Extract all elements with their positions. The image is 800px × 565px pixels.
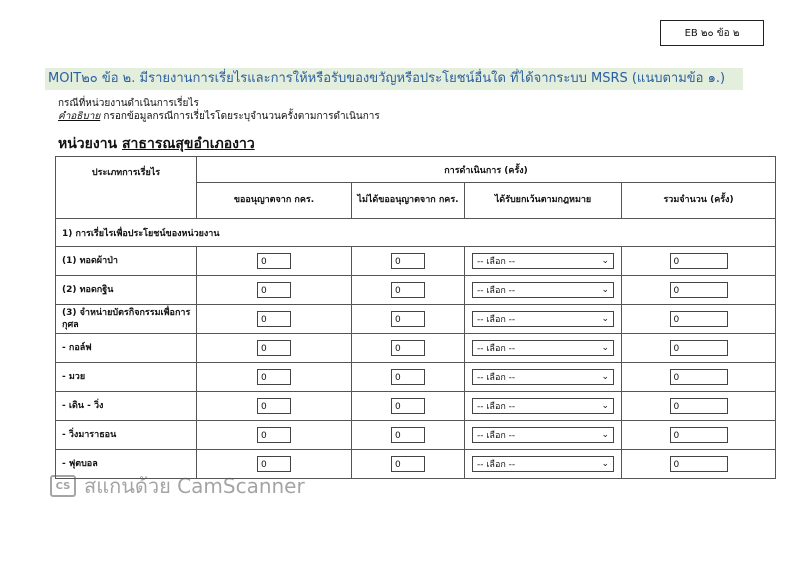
row-label: (3) จำหน่ายบัตรกิจกรรมเพื่อการกุศล	[56, 305, 197, 334]
header-no-permit: ไม่ได้ขออนุญาตจาก กคร.	[352, 183, 465, 219]
table-row	[56, 305, 776, 334]
chevron-down-icon: ⌄	[601, 430, 609, 440]
total-count-input[interactable]: 0	[670, 427, 728, 443]
exempt-select[interactable]	[472, 427, 614, 443]
agency-line	[58, 133, 255, 155]
agency-label: หน่วยงาน	[58, 136, 123, 152]
row-label: (2) ทอดกฐิน	[56, 276, 197, 305]
exempt-select[interactable]	[472, 456, 614, 472]
no-permit-count-input[interactable]: 0	[391, 340, 425, 356]
exempt-select-value: -- เลือก --	[477, 402, 516, 412]
permit-count-input[interactable]: 0	[257, 369, 291, 385]
chevron-down-icon: ⌄	[601, 343, 609, 353]
explanation-label: คำอธิบาย	[58, 111, 101, 122]
document-code: EB ๒๐ ข้อ ๒	[660, 20, 764, 46]
no-permit-count-input[interactable]: 0	[391, 456, 425, 472]
header-permit: ขออนุญาตจาก กคร.	[197, 183, 352, 219]
chevron-down-icon: ⌄	[601, 314, 609, 324]
table-row	[56, 247, 776, 276]
header-exempt: ได้รับยกเว้นตามกฎหมาย	[465, 183, 622, 219]
exempt-select[interactable]	[472, 282, 614, 298]
table-row	[56, 392, 776, 421]
no-permit-count-input[interactable]: 0	[391, 398, 425, 414]
no-permit-count-input[interactable]: 0	[391, 282, 425, 298]
row-label: - เดิน - วิ่ง	[56, 392, 197, 421]
exempt-select-value: -- เลือก --	[477, 373, 516, 383]
explanation	[58, 109, 380, 124]
table-row	[56, 421, 776, 450]
explanation-text: กรอกข้อมูลกรณีการเรี่ยไรโดยระบุจำนวนครั้งตามการดำเนินการ	[100, 111, 380, 122]
chevron-down-icon: ⌄	[601, 285, 609, 295]
section-heading: 1) การเรี่ยไรเพื่อประโยชน์ของหน่วยงาน	[56, 219, 776, 247]
total-count-input[interactable]: 0	[670, 340, 728, 356]
no-permit-count-input[interactable]: 0	[391, 427, 425, 443]
permit-count-input[interactable]: 0	[257, 282, 291, 298]
total-count-input[interactable]: 0	[670, 398, 728, 414]
no-permit-count-input[interactable]: 0	[391, 311, 425, 327]
exempt-select[interactable]	[472, 311, 614, 327]
total-count-input[interactable]: 0	[670, 253, 728, 269]
chevron-down-icon: ⌄	[601, 401, 609, 411]
chevron-down-icon: ⌄	[601, 256, 609, 266]
permit-count-input[interactable]: 0	[257, 398, 291, 414]
exempt-select-value: -- เลือก --	[477, 344, 516, 354]
row-label: (1) ทอดผ้าป่า	[56, 247, 197, 276]
solicitation-table	[55, 156, 776, 479]
permit-count-input[interactable]: 0	[257, 253, 291, 269]
table-row	[56, 450, 776, 479]
header-total: รวมจำนวน (ครั้ง)	[622, 183, 776, 219]
permit-count-input[interactable]: 0	[257, 427, 291, 443]
exempt-select[interactable]	[472, 398, 614, 414]
row-label: - มวย	[56, 363, 197, 392]
agency-name: สาธารณสุขอำเภองาว	[122, 136, 255, 152]
exempt-select[interactable]	[472, 340, 614, 356]
permit-count-input[interactable]: 0	[257, 456, 291, 472]
exempt-select[interactable]	[472, 253, 614, 269]
permit-count-input[interactable]: 0	[257, 311, 291, 327]
camscanner-logo-icon: CS	[50, 475, 76, 497]
chevron-down-icon: ⌄	[601, 372, 609, 382]
table-row	[56, 334, 776, 363]
total-count-input[interactable]: 0	[670, 282, 728, 298]
permit-count-input[interactable]: 0	[257, 340, 291, 356]
case-subtitle: กรณีที่หน่วยงานดำเนินการเรี่ยไร	[58, 98, 199, 109]
chevron-down-icon: ⌄	[601, 459, 609, 469]
row-label: - วิ่งมาราธอน	[56, 421, 197, 450]
total-count-input[interactable]: 0	[670, 311, 728, 327]
header-type: ประเภทการเรี่ยไร	[56, 157, 197, 219]
exempt-select[interactable]	[472, 369, 614, 385]
row-label: - กอล์ฟ	[56, 334, 197, 363]
exempt-select-value: -- เลือก --	[477, 431, 516, 441]
table-row	[56, 276, 776, 305]
exempt-select-value: -- เลือก --	[477, 286, 516, 296]
total-count-input[interactable]: 0	[670, 369, 728, 385]
total-count-input[interactable]: 0	[670, 456, 728, 472]
row-label: - ฟุตบอล	[56, 450, 197, 479]
watermark-text: สแกนด้วย CamScanner	[84, 474, 305, 498]
table-row	[56, 363, 776, 392]
exempt-select-value: -- เลือก --	[477, 257, 516, 267]
no-permit-count-input[interactable]: 0	[391, 369, 425, 385]
page-heading: MOIT๒๐ ข้อ ๒. มีรายงานการเรี่ยไรและการให้หรือรับของขวัญหรือประโยชน์อื่นใด ที่ได้จากระบบ MSRS (แนบตามข้อ ๑.)	[45, 68, 743, 90]
exempt-select-value: -- เลือก --	[477, 460, 516, 470]
header-group: การดำเนินการ (ครั้ง)	[197, 157, 776, 183]
no-permit-count-input[interactable]: 0	[391, 253, 425, 269]
exempt-select-value: -- เลือก --	[477, 315, 516, 325]
